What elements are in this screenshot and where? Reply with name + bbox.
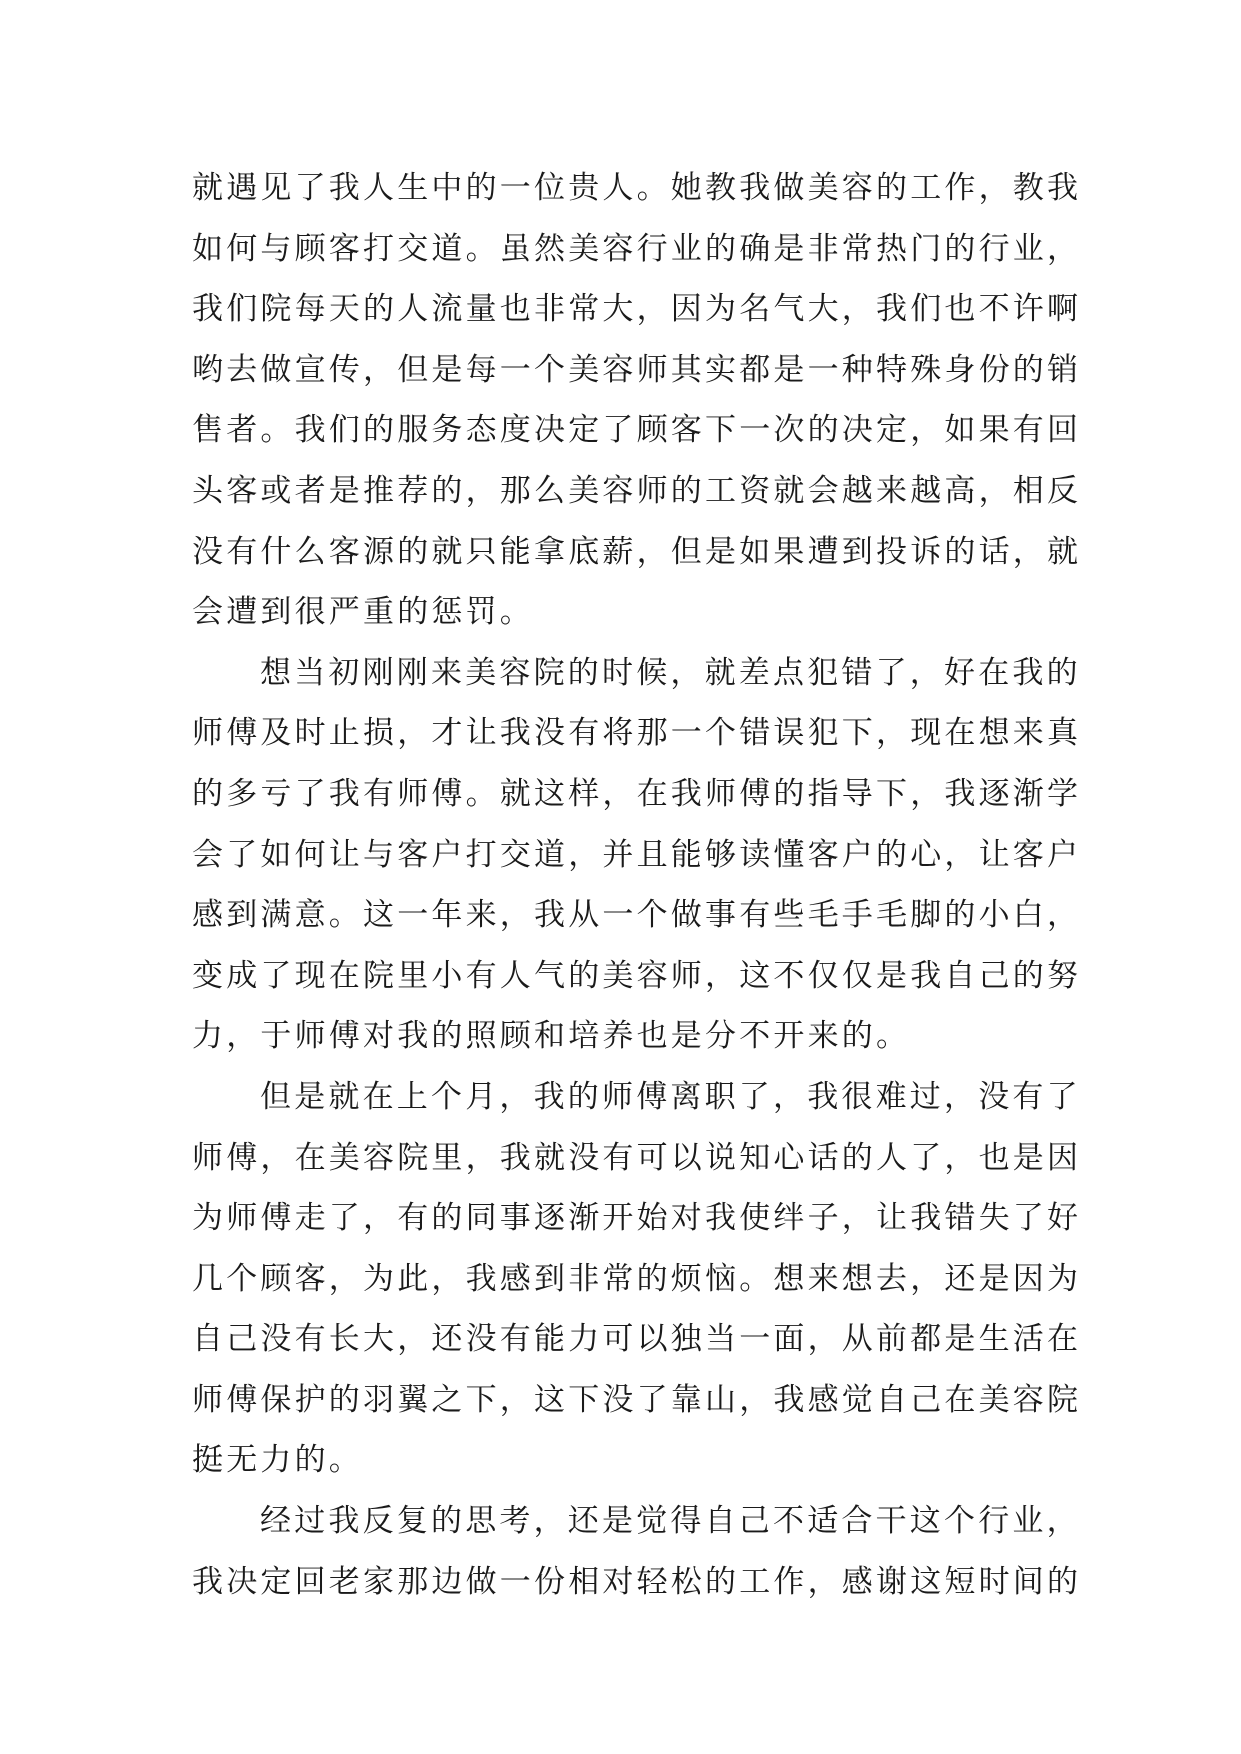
text-line: 挺无力的。 [192,1442,363,1479]
text-line: 售者。我们的服务态度决定了顾客下一次的决定，如果有回 [192,412,1082,449]
text-line: 我决定回老家那边做一份相对轻松的工作，感谢这短时间的 [192,1563,1082,1600]
text-line: 我们院每天的人流量也非常大，因为名气大，我们也不许啊 [192,291,1082,328]
paragraph-first-line: 想当初刚刚来美容院的时候，就差点犯错了，好在我的 [260,654,1081,691]
paragraph-first-line: 但是就在上个月，我的师傅离职了，我很难过，没有了 [260,1078,1081,1115]
text-line: 的多亏了我有师傅。就这样，在我师傅的指导下，我逐渐学 [192,775,1082,812]
text-line: 感到满意。这一年来，我从一个做事有些毛手毛脚的小白， [192,897,1082,934]
text-line: 师傅保护的羽翼之下，这下没了靠山，我感觉自己在美容院 [192,1381,1082,1418]
text-line: 师傅及时止损，才让我没有将那一个错误犯下，现在想来真 [192,715,1082,752]
text-line: 就遇见了我人生中的一位贵人。她教我做美容的工作，教我 [192,170,1082,206]
text-line: 头客或者是推荐的，那么美容师的工资就会越来越高，相反 [192,472,1082,509]
text-line: 会遭到很严重的惩罚。 [192,594,534,631]
paragraph-first-line: 经过我反复的思考，还是觉得自己不适合干这个行业， [260,1503,1081,1540]
text-line: 几个顾客，为此，我感到非常的烦恼。想来想去，还是因为 [192,1260,1082,1297]
text-line: 自己没有长大，还没有能力可以独当一面，从前都是生活在 [192,1321,1082,1358]
text-line: 力，于师傅对我的照顾和培养也是分不开来的。 [192,1018,911,1055]
text-line: 为师傅走了，有的同事逐渐开始对我使绊子，让我错失了好 [192,1200,1082,1237]
text-line: 变成了现在院里小有人气的美容师，这不仅仅是我自己的努 [192,957,1082,994]
text-line: 没有什么客源的就只能拿底薪，但是如果遭到投诉的话，就 [192,533,1082,570]
text-line: 哟去做宣传，但是每一个美容师其实都是一种特殊身份的销 [192,351,1082,388]
text-line: 师傅，在美容院里，我就没有可以说知心话的人了，也是因 [192,1139,1082,1176]
text-line: 会了如何让与客户打交道，并且能够读懂客户的心，让客户 [192,836,1082,873]
text-line: 如何与顾客打交道。虽然美容行业的确是非常热门的行业， [192,230,1082,267]
body-text [192,158,1082,1612]
